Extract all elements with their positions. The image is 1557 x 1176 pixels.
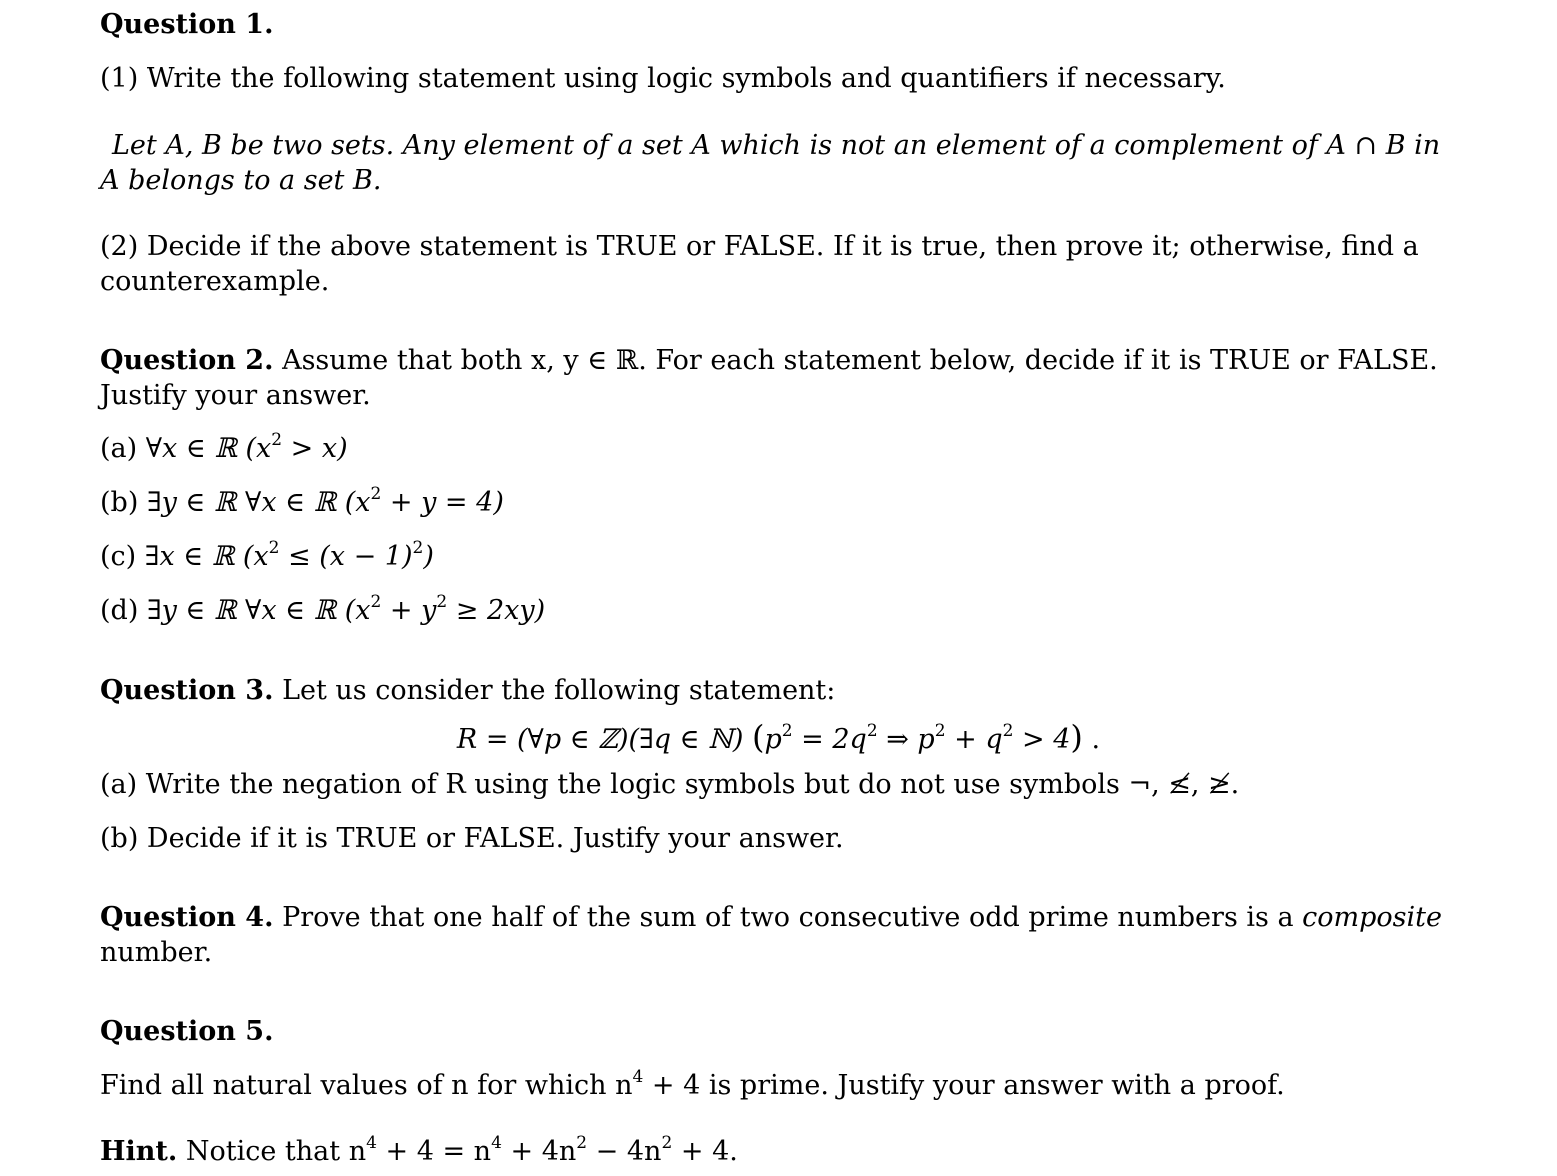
q3-formula (0, 720, 1557, 757)
q3-title: Question 3. (100, 675, 274, 706)
q1-heading (100, 8, 1410, 42)
q5-hint-exp3: 2 (576, 1133, 588, 1153)
q5-hint-part2: + 4n (501, 1136, 577, 1167)
q2-intro-text: Assume that both x, y ∈ ℝ. For each statement below, decide if it is TRUE or FALSE. (282, 345, 1438, 376)
q4-text-line2: number. (100, 937, 213, 968)
q2-item-c-exp2: 2 (412, 538, 424, 558)
q1-title: Question 1. (100, 9, 274, 40)
q2-item-c-expr: ∃x ∈ ℝ (x (144, 541, 269, 572)
q3-formula-p: p (764, 724, 782, 755)
q5-hint (100, 1135, 1410, 1169)
q5-hint-exp2: 4 (491, 1133, 502, 1153)
q2-title: Question 2. (100, 345, 274, 376)
q2-item-a-exp: 2 (271, 430, 283, 450)
q3-formula-eq: = 2q (792, 724, 867, 755)
q2-intro-line2: Justify your answer. (100, 380, 371, 411)
q1-statement-text1: Let A, B be two sets. Any element of a set A which is not an element of a complement of A ∩ B in (112, 130, 1441, 161)
q2-item-d-expr: ∃y ∈ ℝ ∀x ∈ ℝ (x (146, 595, 371, 626)
q3-intro-text: Let us consider the following statement: (282, 675, 836, 706)
q5-text-main: Find all natural values of n for which n (100, 1070, 633, 1101)
q2-item-a-label: (a) (100, 433, 138, 464)
q2-item-b-label: (b) (100, 487, 139, 518)
q5-hint-part1: + 4 = n (376, 1136, 492, 1167)
q3-formula-implies: ⇒ p (877, 724, 935, 755)
q3-formula-gt: > 4 (1013, 724, 1071, 755)
q3-formula-lhs: R = (∀p ∈ ℤ)(∃q ∈ ℕ) (456, 724, 752, 755)
q1-part2-line1: (2) Decide if the above statement is TRUE or FALSE. If it is true, then prove it; otherwise, find a (100, 231, 1419, 262)
q5-hint-exp1: 4 (366, 1133, 377, 1153)
q3-formula-close-paren: ) (1070, 718, 1083, 756)
q3-intro (100, 674, 1410, 708)
q2-item-b (100, 486, 1410, 520)
q5-text (100, 1069, 1410, 1103)
q2-item-c-exp: 2 (268, 538, 280, 558)
q1-statement-text2: A belongs to a set B. (100, 165, 382, 196)
q1-statement-line1 (112, 129, 1441, 163)
q2-item-b-expr: ∃y ∈ ℝ ∀x ∈ ℝ (x (146, 487, 371, 518)
q2-item-d-label: (d) (100, 595, 139, 626)
q2-item-c (100, 540, 1410, 574)
q2-item-d-mid: + y (381, 595, 437, 626)
q2-item-d-rest: ≥ 2xy) (447, 595, 546, 626)
q3-formula-plus: + q (945, 724, 1003, 755)
q5-heading (100, 1015, 1410, 1049)
q3-formula-p-exp: 2 (781, 721, 793, 741)
q2-item-b-rest: + y = 4) (381, 487, 504, 518)
q2-item-a (100, 432, 1410, 466)
q5-hint-exp4: 2 (661, 1133, 673, 1153)
q3-part-b: (b) Decide if it is TRUE or FALSE. Justify your answer. (100, 823, 844, 854)
q2-item-d-exp: 2 (370, 592, 382, 612)
q2-item-a-rest: > x) (282, 433, 348, 464)
q2-item-c-label: (c) (100, 541, 137, 572)
q3-formula-open-paren: ( (751, 718, 765, 756)
q2-item-b-exp: 2 (370, 484, 382, 504)
q3-formula-end: . (1082, 724, 1101, 755)
q3-formula-q-exp2: 2 (1002, 721, 1014, 741)
q5-hint-label: Hint. (100, 1136, 178, 1167)
q5-title: Question 5. (100, 1016, 274, 1047)
q1-part1: (1) Write the following statement using logic symbols and quantifiers if necessary. (100, 63, 1226, 94)
q4-title: Question 4. (100, 902, 274, 933)
q2-item-d (100, 594, 1410, 628)
q1-statement-line2 (100, 164, 1410, 198)
q5-text-rest: + 4 is prime. Justify your answer with a proof. (643, 1070, 1285, 1101)
q4-text: Prove that one half of the sum of two consecutive odd prime numbers is a (282, 902, 1294, 933)
q2-intro-line1 (100, 344, 1438, 378)
q1-part2-line2: counterexample. (100, 266, 330, 297)
q5-hint-text: Notice that n (185, 1136, 367, 1167)
q2-item-c-mid: ≤ (x − 1) (279, 541, 413, 572)
q3-part-a: (a) Write the negation of R using the logic symbols but do not use symbols ¬, ≰, ≱. (100, 769, 1240, 800)
q4-emphasis: composite (1302, 902, 1442, 933)
q2-item-c-rest: ) (423, 541, 434, 572)
q5-text-exp: 4 (632, 1067, 644, 1087)
q2-item-d-exp2: 2 (436, 592, 448, 612)
q4-text-line1 (100, 901, 1442, 935)
q5-hint-end: + 4. (672, 1136, 738, 1167)
q3-formula-p-exp2: 2 (934, 721, 946, 741)
q5-hint-part3: − 4n (587, 1136, 662, 1167)
q2-item-a-expr: ∀x ∈ ℝ (x (145, 433, 272, 464)
q3-formula-q-exp: 2 (866, 721, 878, 741)
